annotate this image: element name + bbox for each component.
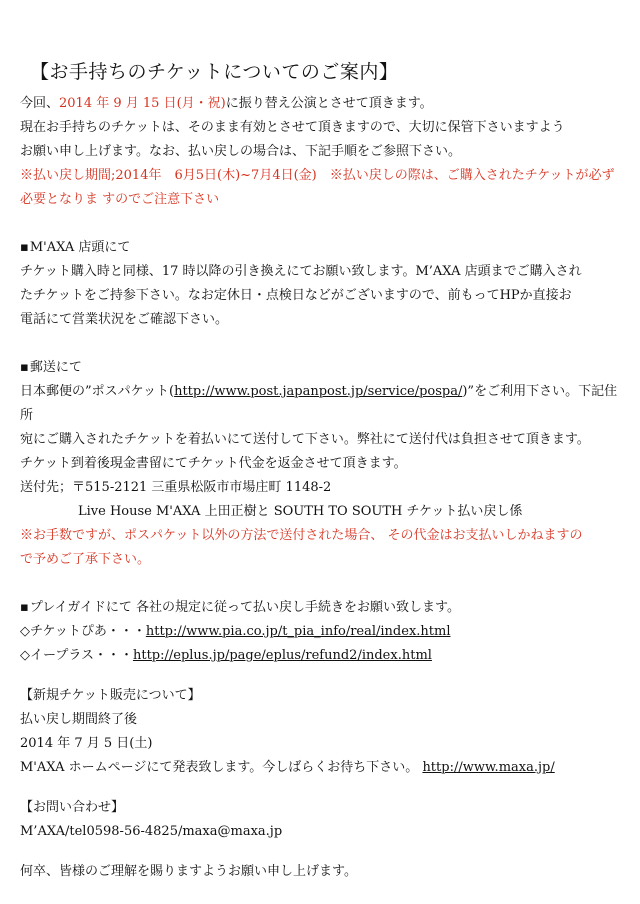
newsale-heading: 【新規チケット販売について】 (20, 688, 201, 703)
store-line-2: たチケットをご持参下さい。なお定休日・点検日などがございますので、前もってHPか直接お (20, 288, 572, 303)
contact-info: M’AXA/tel0598-56-4825/maxa@maxa.jp (20, 824, 283, 839)
playguide-heading: ▪ プレイガイドにて 各社の規定に従って払い戻し手続きをお願い致します。 (20, 596, 624, 620)
closing-text: 何卒、皆様のご理解を賜りますようお願い申し上げます。 (20, 864, 357, 879)
mail-line-3: チケット到着後現金書留にてチケット代金を返金させて頂きます。 (20, 456, 407, 471)
pia-label: チケットぴあ・・・ (30, 624, 146, 639)
rescheduled-date: 2014 年 9 月 15 日(月・祝) (59, 96, 226, 111)
store-line-3: 電話にて営業状況をご確認下さい。 (20, 312, 229, 327)
newsale-line-3 (20, 756, 624, 780)
intro-line-2: 現在お手持ちのチケットは、そのまま有効とさせて頂きますので、大切に保管下さいますよう (20, 120, 565, 135)
maxa-homepage-link[interactable]: http://www.maxa.jp/ (422, 760, 555, 775)
intro-line-1 (20, 92, 624, 116)
mail-warning-2: で予めご了承下さい。 (20, 552, 151, 567)
notice-document (20, 58, 624, 884)
refund-period-warning-2: 必要となりま すのでご注意下さい (20, 192, 220, 207)
intro-suffix: に振り替え公演とさせて頂きます。 (225, 96, 433, 111)
eplus-link[interactable]: http://eplus.jp/page/eplus/refund2/index.html (132, 648, 432, 663)
intro-line-3: お願い申し上げます。なお、払い戻しの場合は、下記手順をご参照下さい。 (20, 144, 461, 159)
pospacket-link[interactable]: http://www.post.japanpost.jp/service/pospa/ (174, 384, 463, 399)
mail-warning-1: ※お手数ですが、ポスパケット以外の方法で送付された場合、 その代金はお支払いしかねますの (20, 528, 583, 543)
mail-recipient: Live House M'AXA 上田正樹と SOUTH TO SOUTH チケット払い戻し係 (78, 504, 523, 519)
mail-heading: ▪ 郵送にて (20, 356, 624, 380)
store-heading: ▪ M'AXA 店頭にて (20, 236, 624, 260)
mail-line-2: 宛にご購入されたチケットを着払いにて送付して下さい。弊社にて送付代は負担させて頂きます。 (20, 432, 590, 447)
refund-period-warning-1: ※払い戻し期間;2014年 6月5日(木)~7月4日(金) ※払い戻しの際は、ご購入されたチケットが必ず (20, 168, 615, 183)
mail-line-1 (20, 380, 624, 428)
mail-suffix: )”をご利用下さい。下記住所 (20, 384, 618, 423)
pia-link[interactable]: http://www.pia.co.jp/t_pia_info/real/index.html (145, 624, 451, 639)
contact-heading: 【お問い合わせ】 (20, 800, 125, 815)
pia-line (20, 620, 624, 644)
intro-prefix: 今回、 (20, 96, 60, 111)
store-line-1: チケット購入時と同様、17 時以降の引き換えにてお願い致します。M’AXA 店頭までご購入され (20, 264, 582, 279)
newsale-date: 2014 年 7 月 5 日(土) (20, 736, 153, 751)
eplus-label: イープラス・・・ (30, 648, 133, 663)
newsale-line-1: 払い戻し期間終了後 (20, 712, 138, 727)
page-title: 【お手持ちのチケットについてのご案内】 (30, 61, 399, 83)
eplus-line (20, 644, 624, 668)
mail-prefix: 日本郵便の”ポスパケット( (20, 384, 175, 399)
newsale-text: M'AXA ホームページにて発表致します。今しばらくお待ち下さい。 (20, 760, 419, 775)
mail-address: 送付先；〒515-2121 三重県松阪市市場庄町 1148-2 (20, 480, 332, 495)
